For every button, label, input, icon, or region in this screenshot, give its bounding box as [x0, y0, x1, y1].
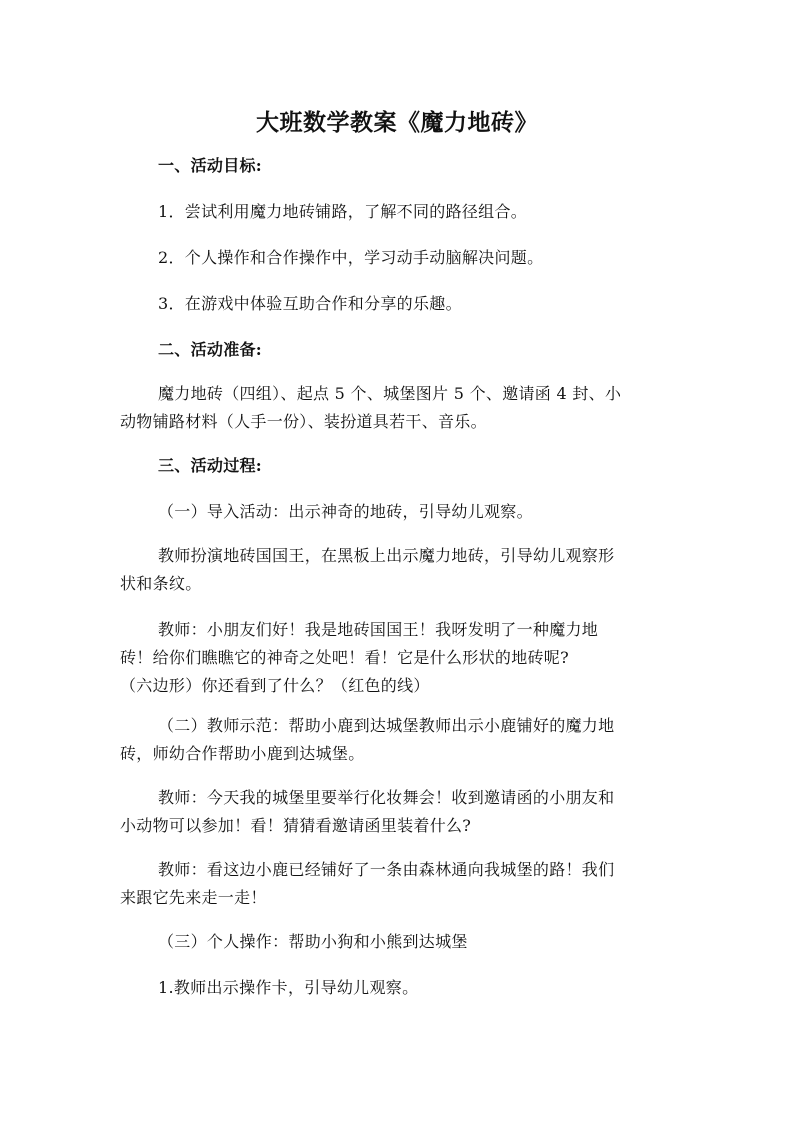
preparation-paragraph [120, 380, 680, 436]
paragraph-2-line-2: 砖！给你们瞧瞧它的神奇之处吧！看！它是什么形状的地砖呢? [120, 648, 569, 667]
paragraph-1-line-1: 教师扮演地砖国国王，在黑板上出示魔力地砖，引导幼儿观察形 [158, 546, 615, 565]
paragraph-3-line-1: 教师：今天我的城堡里要举行化妆舞会！收到邀请函的小朋友和 [158, 788, 615, 807]
goal-item-2: 2．个人操作和合作操作中，学习动手动脑解决问题。 [158, 248, 544, 267]
section-heading-process: 三、活动过程: [158, 456, 263, 475]
step-heading-1: （一）导入活动：出示神奇的地砖，引导幼儿观察。 [158, 502, 533, 521]
step-2-line-1: （二）教师示范：帮助小鹿到达城堡教师出示小鹿铺好的魔力地 [158, 716, 615, 735]
paragraph-4-line-1: 教师：看这边小鹿已经铺好了一条由森林通向我城堡的路！我们 [158, 860, 615, 879]
list-item-1: 1.教师出示操作卡，引导幼儿观察。 [158, 978, 419, 997]
preparation-line-2: 动物铺路材料（人手一份）、装扮道具若干、音乐。 [120, 412, 487, 431]
section-heading-goals: 一、活动目标: [158, 156, 263, 175]
paragraph-2 [120, 616, 680, 700]
paragraph-4-line-2: 来跟它先来走一走！ [120, 888, 267, 907]
goal-item-1: 1．尝试利用魔力地砖铺路，了解不同的路径组合。 [158, 202, 528, 221]
step-2-line-2: 砖，师幼合作帮助小鹿到达城堡。 [120, 744, 365, 763]
document-title: 大班数学教案《魔力地砖》 [256, 109, 538, 136]
paragraph-2-line-3: （六边形）你还看到了什么？（红色的线） [120, 676, 430, 695]
paragraph-1 [120, 542, 680, 598]
goal-item-3: 3．在游戏中体验互助合作和分享的乐趣。 [158, 294, 462, 313]
paragraph-2-line-1: 教师：小朋友们好！我是地砖国国王！我呀发明了一种魔力地 [158, 620, 599, 639]
paragraph-3-line-2: 小动物可以参加！看！猜猜看邀请函里装着什么? [120, 816, 472, 835]
paragraph-3 [120, 784, 680, 840]
paragraph-4 [120, 856, 680, 912]
paragraph-1-line-2: 状和条纹。 [120, 574, 202, 593]
step-heading-3: （三）个人操作：帮助小狗和小熊到达城堡 [158, 932, 468, 951]
preparation-line-1: 魔力地砖（四组）、起点 5 个、城堡图片 5 个、邀请函 4 封、小 [158, 384, 622, 403]
section-heading-preparation: 二、活动准备: [158, 340, 263, 359]
step-2-paragraph [120, 712, 680, 768]
